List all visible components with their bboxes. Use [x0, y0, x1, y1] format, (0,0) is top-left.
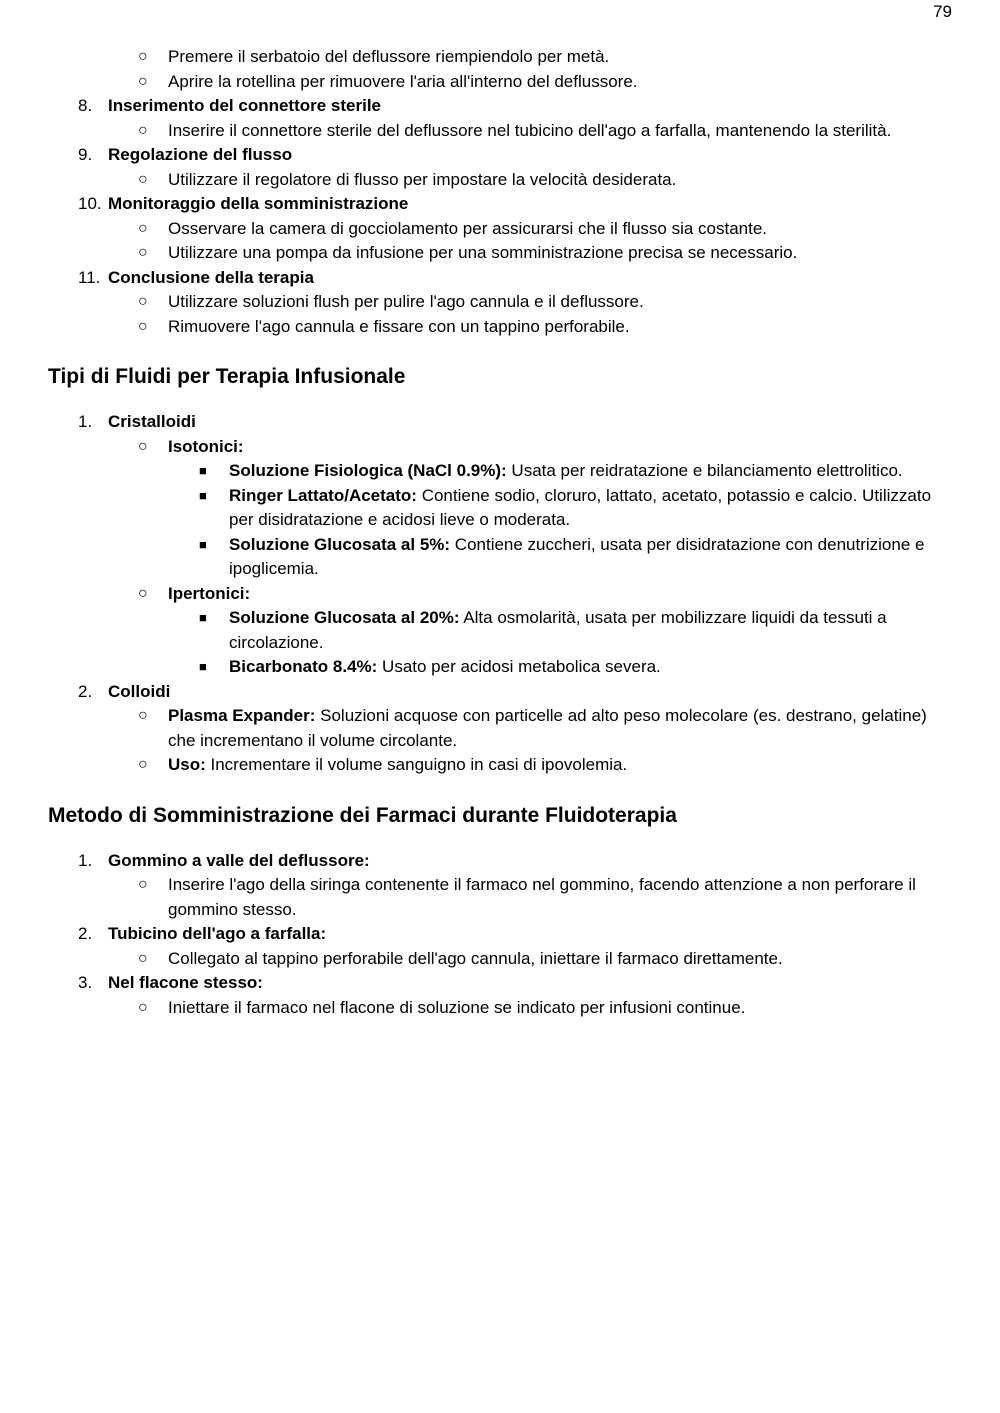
circle-bullet-icon: ○: [138, 170, 148, 188]
step-title: Inserimento del connettore sterile: [108, 96, 382, 115]
description: Contiene sodio, cloruro, lattato, acetato, potassio e calcio. Utilizzato per disidratazione e acidosi lieve o moderata.: [229, 485, 932, 529]
step-number: 2.: [78, 681, 93, 701]
step-heading: [78, 680, 950, 705]
section-heading: Metodo di Somministrazione dei Farmaci durante Fluidoterapia: [48, 803, 677, 827]
list-item: [199, 606, 950, 655]
step-heading: [78, 94, 950, 119]
list-item: [138, 947, 950, 972]
term: Soluzione Glucosata al 20%:: [229, 608, 460, 627]
step-heading: [78, 266, 950, 291]
subheading-label: Ipertonici:: [168, 583, 251, 603]
list-item: [138, 873, 950, 922]
section-heading: Tipi di Fluidi per Terapia Infusionale: [48, 365, 406, 388]
list-item: [138, 168, 950, 193]
list-item-text: Inserire il connettore sterile del deflussore nel tubicino dell'ago a farfalla, mantenendo la sterilità.: [168, 120, 892, 140]
term: Plasma Expander:: [168, 706, 316, 725]
list-item-text: Aprire la rotellina per rimuovere l'aria all'interno del deflussore.: [168, 71, 638, 91]
circle-bullet-icon: ○: [138, 121, 148, 139]
circle-bullet-icon: ○: [138, 707, 148, 724]
term: Uso:: [168, 755, 206, 774]
square-bullet-icon: ■: [199, 659, 207, 674]
step-title: Colloidi: [108, 681, 171, 701]
description: Soluzioni acquose con particelle ad alto peso molecolare (es. destrano, gelatine) che incrementano il volume circolante.: [168, 706, 927, 750]
list-item: [138, 753, 950, 778]
square-bullet-icon: ■: [199, 487, 207, 503]
step-number: 2.: [78, 924, 93, 943]
page-number: 79: [933, 2, 952, 21]
step-heading: [78, 849, 950, 874]
circle-bullet-icon: ○: [138, 293, 148, 310]
term: Soluzione Fisiologica (NaCl 0.9%):: [229, 461, 507, 480]
step-title: Nel flacone stesso:: [108, 973, 263, 992]
circle-bullet-icon: ○: [138, 756, 148, 773]
step-title: Gommino a valle del deflussore:: [108, 850, 370, 870]
circle-bullet-icon: ○: [138, 998, 148, 1016]
list-item: [199, 459, 950, 484]
document-body: [0, 45, 1000, 1020]
step-number: 1.: [78, 412, 93, 431]
list-item: [138, 704, 950, 753]
list-item-text: Collegato al tappino perforabile dell'ago cannula, iniettare il farmaco direttamente.: [168, 948, 783, 968]
list-item-text: Rimuovere l'ago cannula e fissare con un tappino perforabile.: [168, 316, 630, 336]
circle-bullet-icon: ○: [138, 317, 148, 335]
list-item: [138, 45, 950, 70]
list-item-text: Utilizzare soluzioni flush per pulire l'ago cannula e il deflussore.: [168, 292, 644, 311]
list-item: [138, 315, 950, 340]
circle-bullet-icon: ○: [138, 584, 148, 602]
list-item: [138, 70, 950, 95]
list-item-text: Utilizzare una pompa da infusione per una somministrazione precisa se necessario.: [168, 243, 798, 262]
list-item: [199, 533, 950, 582]
square-bullet-icon: ■: [199, 463, 207, 478]
step-heading: [78, 143, 950, 168]
step-title: Tubicino dell'ago a farfalla:: [108, 924, 327, 943]
subheading-item: [138, 582, 950, 607]
step-heading: [78, 410, 950, 435]
circle-bullet-icon: ○: [138, 48, 148, 65]
list-item: [138, 996, 950, 1021]
circle-bullet-icon: ○: [138, 72, 148, 90]
list-item: [138, 217, 950, 242]
list-item-text: Inserire l'ago della siringa contenente il farmaco nel gommino, facendo attenzione a non perforare il gommino stesso.: [168, 875, 916, 919]
term: Bicarbonato 8.4%:: [229, 657, 378, 676]
list-item: [199, 484, 950, 533]
circle-bullet-icon: ○: [138, 949, 148, 967]
step-number: 9.: [78, 145, 93, 164]
description: Incrementare il volume sanguigno in casi di ipovolemia.: [205, 755, 628, 774]
step-number: 11.: [78, 267, 101, 287]
list-item: [138, 241, 950, 266]
square-bullet-icon: ■: [199, 610, 207, 625]
list-item-text: Osservare la camera di gocciolamento per assicurarsi che il flusso sia costante.: [168, 218, 768, 238]
square-bullet-icon: ■: [199, 536, 207, 552]
term: Soluzione Glucosata al 5%:: [229, 534, 451, 554]
subheading-item: [138, 435, 950, 460]
step-title: Conclusione della terapia: [108, 267, 314, 287]
list-item-text: Premere il serbatoio del deflussore riempiendolo per metà.: [168, 47, 610, 66]
list-item: [199, 655, 950, 680]
step-number: 10.: [78, 194, 102, 213]
description: Usato per acidosi metabolica severa.: [377, 657, 661, 676]
circle-bullet-icon: ○: [138, 437, 148, 455]
step-heading: [78, 922, 950, 947]
step-title: Cristalloidi: [108, 412, 196, 431]
step-heading: [78, 971, 950, 996]
term: Ringer Lattato/Acetato:: [229, 485, 417, 505]
description: Alta osmolarità, usata per mobilizzare liquidi da tessuti a circolazione.: [229, 608, 887, 652]
circle-bullet-icon: ○: [138, 244, 148, 261]
description: Usata per reidratazione e bilanciamento elettrolitico.: [506, 461, 903, 480]
step-heading: [78, 192, 950, 217]
step-title: Monitoraggio della somministrazione: [108, 194, 409, 213]
list-item-text: Iniettare il farmaco nel flacone di soluzione se indicato per infusioni continue.: [168, 997, 746, 1017]
list-item-text: Utilizzare il regolatore di flusso per impostare la velocità desiderata.: [168, 169, 677, 189]
step-title: Regolazione del flusso: [108, 145, 293, 164]
step-number: 1.: [78, 850, 93, 870]
description: Contiene zuccheri, usata per disidratazione con denutrizione e ipoglicemia.: [229, 534, 925, 578]
step-number: 3.: [78, 973, 93, 992]
list-item: [138, 290, 950, 315]
circle-bullet-icon: ○: [138, 876, 148, 893]
circle-bullet-icon: ○: [138, 219, 148, 237]
subheading-label: Isotonici:: [168, 436, 244, 456]
list-item: [138, 119, 950, 144]
step-number: 8.: [78, 96, 93, 115]
